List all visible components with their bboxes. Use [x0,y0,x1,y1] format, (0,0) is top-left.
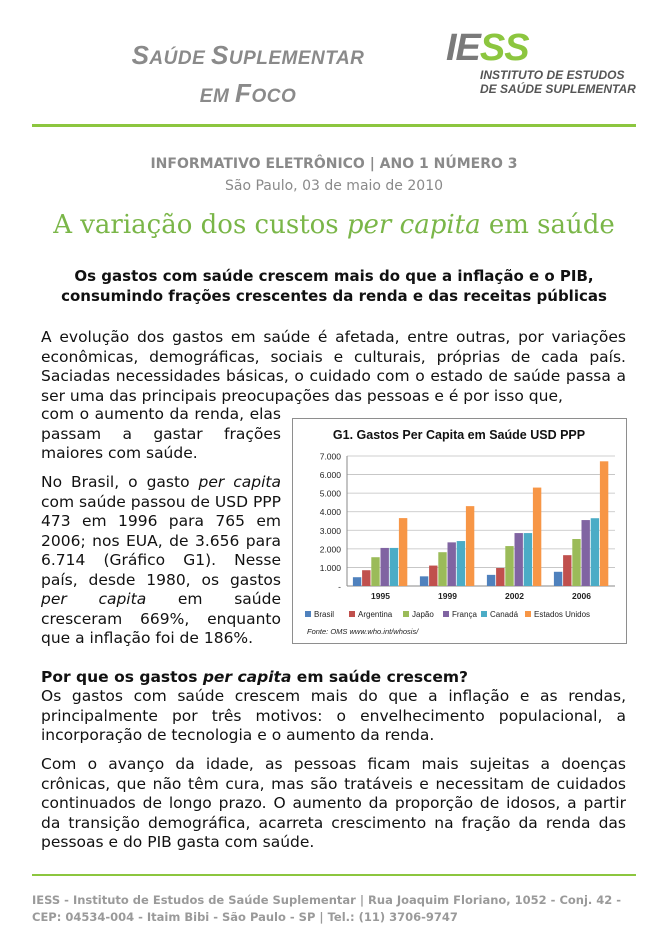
chart-bar [429,566,437,586]
chart-legend-label: Brasil [314,610,335,619]
publication-title-line2: EM FOCO [199,78,297,108]
chart-legend-swatch [525,611,531,617]
iess-logo-subtitle: INSTITUTO DE ESTUDOS DE SAÚDE SUPLEMENTAR [480,68,636,96]
chart-legend-label: França [452,610,477,619]
chart-x-tick-label: 2006 [572,591,591,601]
chart-bar [533,488,541,586]
paragraph-intro: A evolução dos gastos em saúde é afetada, entre outras, por variações econômicas, demográficas, sociais e culturais, próprias de cada país. Saciadas necessidades básicas, o cuidado com o estado de saúde passa a ser uma das principais preocupações das pessoas e é por isso que, [41,328,626,405]
article-title: A variação dos custos per capita em saúde [53,210,615,240]
chart-y-tick-label: 5.000 [319,488,341,499]
issue-info: INFORMATIVO ELETRÔNICO | ANO 1 NÚMERO 3 [150,156,518,172]
chart-legend-swatch [481,611,487,617]
chart-legend-label: Canadá [490,610,519,619]
chart-bar [371,557,379,586]
paragraph-aging: Com o avanço da idade, as pessoas ficam mais sujeitas a doenças crônicas, que não têm cura, mas são tratáveis e necessitam de cuidados continuados de longo prazo. O aumento da proporção de idosos, a partir da transição demográfica, acarreta crescimento na fração da renda das pessoas e do PIB gasta com saúde. [41,755,626,851]
chart-y-tick-label: 6.000 [319,470,341,481]
chart-bar [563,555,571,586]
paragraph-income: com o aumento da renda, elas passam a gastar frações maiores com saúde. [41,405,281,462]
chart-y-tick-label: 3.000 [319,525,341,536]
page-header [0,0,668,128]
chart-bar [524,533,532,586]
paragraph-reasons: Os gastos com saúde crescem mais do que a inflação e as rendas, principalmente por três motivos: o envelhecimento populacional, a incorporação de tecnologia e o aumento da renda. [41,687,626,744]
chart-y-tick-label: 1.000 [319,562,341,573]
header-divider [32,124,636,127]
iess-logo [446,28,646,108]
chart-bar [353,577,361,586]
issue-date: São Paulo, 03 de maio de 2010 [224,178,444,194]
chart-bar [572,539,580,586]
chart-x-tick-label: 1999 [438,591,457,601]
chart-legend-swatch [349,611,355,617]
chart-legend-swatch [443,611,449,617]
chart-legend-label: Argentina [358,610,393,619]
paragraph-brazil-usa: No Brasil, o gasto per capita com saúde passou de USD PPP 473 em 1996 para 765 em 2006; nos EUA, de 3.656 para 6.714 (Gráfico G1). Nesse país, desde 1980, os gastos per capita em saúde cresceram 669%, enquanto que a inflação foi de 186%. [41,473,281,647]
footer-address-line1: IESS - Instituto de Estudos de Saúde Suplementar | Rua Joaquim Floriano, 1052 - Conj. 42 - [32,893,622,907]
chart-legend-swatch [403,611,409,617]
footer-divider [32,874,636,876]
iess-logo-mark: IESS [446,27,529,69]
chart-bar [381,548,389,586]
footer-address-line2: CEP: 04534-004 - Itaim Bibi - São Paulo - SP | Tel.: (11) 3706-9747 [32,910,458,924]
article-subtitle: Os gastos com saúde crescem mais do que a inflação e o PIB, consumindo frações crescentes da renda e das receitas públicas [61,267,607,305]
page-footer [32,892,636,926]
chart-source: Fonte: OMS www.who.int/whosis/ [307,627,419,636]
chart-bar [438,552,446,586]
chart-legend-label: Estados Unidos [534,610,591,619]
chart-y-tick-label: - [338,581,341,592]
chart-bar [515,533,523,586]
chart-bar [600,461,608,586]
chart-bar [457,541,465,586]
chart-bar [362,570,370,586]
chart-legend-swatch [305,611,311,617]
chart-bar [448,542,456,586]
chart-bar [487,575,495,586]
section-heading: Por que os gastos per capita em saúde crescem? [41,668,468,686]
chart-g1 [292,418,627,644]
chart-y-tick-label: 7.000 [319,451,341,462]
chart-bar [420,576,428,586]
chart-bar [591,518,599,586]
publication-title-line1: SAÚDE SUPLEMENTAR [131,40,365,70]
chart-title: G1. Gastos Per Capita em Saúde USD PPP [332,428,586,442]
chart-y-tick-label: 2.000 [319,544,341,555]
chart-legend-label: Japão [412,610,434,619]
chart-bar [496,568,504,586]
chart-bar [466,506,474,586]
chart-bar [399,518,407,586]
publication-title [88,38,408,114]
chart-bar [505,546,513,586]
chart-bar [390,548,398,586]
chart-g1-svg [293,419,626,643]
chart-x-tick-label: 2002 [505,591,524,601]
chart-bar [554,572,562,586]
chart-x-tick-label: 1995 [371,591,390,601]
chart-y-tick-label: 4.000 [319,507,341,518]
chart-bar [582,520,590,586]
